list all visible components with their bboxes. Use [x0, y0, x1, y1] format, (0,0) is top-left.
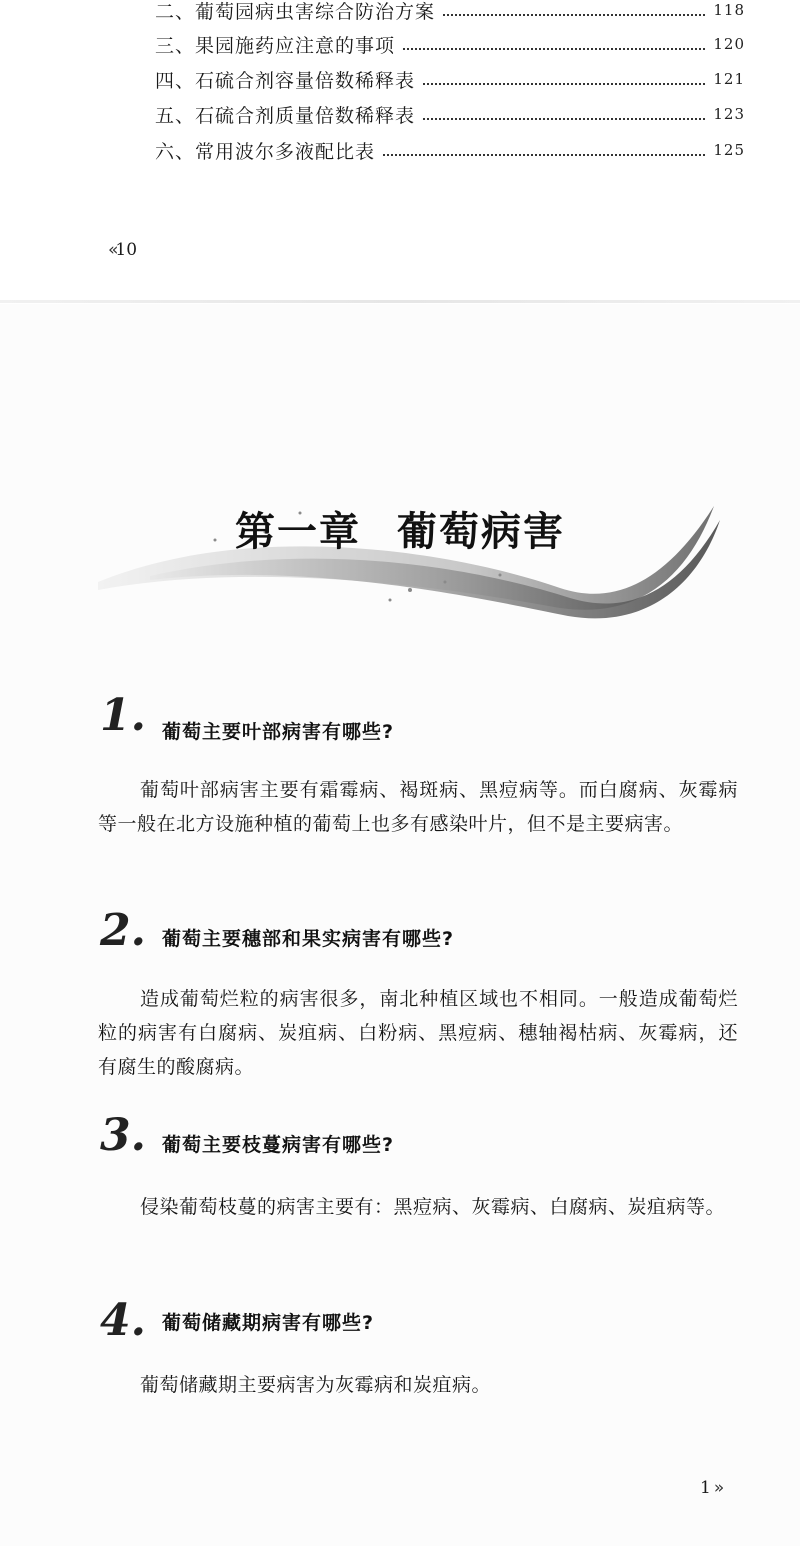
question-title: 葡萄储藏期病害有哪些?: [162, 1312, 375, 1334]
toc-entry-page: 125: [713, 141, 745, 159]
double-chevron-left-icon: «: [108, 240, 113, 260]
toc-entry-label: 四、石硫合剂容量倍数稀释表: [155, 69, 416, 92]
page-number-text: 1: [700, 1478, 711, 1498]
page-number-right: [700, 1478, 718, 1498]
chapter-title: [0, 500, 800, 557]
toc-entry-page: 118: [713, 1, 745, 19]
question-title: 葡萄主要穗部和果实病害有哪些?: [162, 928, 455, 950]
toc-entry-page: 121: [713, 70, 745, 88]
toc-entry[interactable]: [155, 62, 745, 96]
toc-entry-label: 五、石硫合剂质量倍数稀释表: [155, 104, 416, 127]
answer-paragraph: 造成葡萄烂粒的病害很多，南北种植区域也不相同。一般造成葡萄烂粒的病害有白腐病、炭疽病、白粉病、黑痘病、穗轴褐枯病、灰霉病，还有腐生的酸腐病。: [98, 988, 738, 1078]
question-title: 葡萄主要枝蔓病害有哪些?: [162, 1134, 395, 1156]
question-title: 葡萄主要叶部病害有哪些?: [162, 721, 395, 743]
question-number: 2.: [100, 905, 146, 956]
toc-entry-label: 六、常用波尔多液配比表: [155, 140, 376, 163]
page-number-left: [108, 240, 137, 260]
toc-entry[interactable]: [155, 133, 745, 167]
answer-paragraph: 葡萄储藏期主要病害为灰霉病和炭疽病。: [140, 1374, 492, 1396]
chapter-name: 葡萄病害: [397, 509, 565, 555]
toc-leader-dots: [403, 46, 705, 50]
chapter-number: 第一章: [235, 509, 361, 555]
toc-leader-dots: [443, 12, 705, 16]
toc-entry-page: 120: [713, 35, 745, 53]
toc-entry-page: 123: [713, 105, 745, 123]
toc-page: [0, 0, 800, 290]
answer-paragraph: 葡萄叶部病害主要有霜霉病、褐斑病、黑痘病等。而白腐病、灰霉病等一般在北方设施种植的葡萄上也多有感染叶片，但不是主要病害。: [98, 779, 738, 835]
toc-entry[interactable]: [155, 27, 745, 61]
question-number: 1.: [100, 690, 146, 741]
toc-entry[interactable]: [155, 97, 745, 131]
page-divider: [0, 300, 800, 303]
double-chevron-right-icon: »: [713, 1478, 719, 1498]
toc-leader-dots: [383, 152, 705, 156]
toc-entry[interactable]: [155, 0, 745, 27]
question-number: 4.: [100, 1295, 146, 1346]
toc-leader-dots: [423, 116, 705, 120]
toc-entry-label: 二、葡萄园病虫害综合防治方案: [155, 0, 436, 23]
toc-entry-label: 三、果园施药应注意的事项: [155, 34, 396, 57]
page-number-text: 10: [115, 240, 138, 260]
toc-leader-dots: [423, 81, 705, 85]
answer-paragraph: 侵染葡萄枝蔓的病害主要有：黑痘病、灰霉病、白腐病、炭疽病等。: [140, 1196, 726, 1218]
question-number: 3.: [100, 1110, 146, 1161]
